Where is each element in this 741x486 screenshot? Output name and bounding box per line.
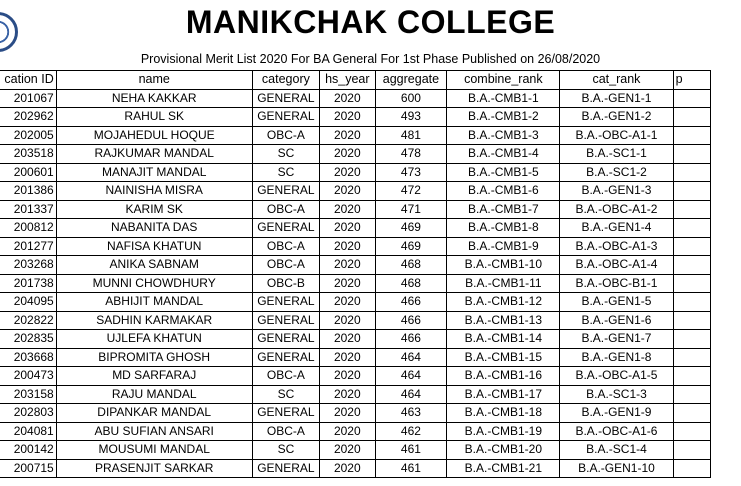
table-cell bbox=[673, 311, 710, 330]
table-cell: 200142 bbox=[0, 441, 56, 460]
table-cell: 2020 bbox=[320, 311, 375, 330]
table-cell: B.A.-OBC-A1-4 bbox=[560, 256, 673, 275]
table-cell bbox=[673, 348, 710, 367]
table-cell bbox=[673, 182, 710, 201]
table-cell: 202822 bbox=[0, 311, 56, 330]
table-row bbox=[0, 200, 711, 219]
table-cell: SC bbox=[252, 145, 319, 164]
table-cell: NAFISA KHATUN bbox=[56, 237, 252, 256]
table-row bbox=[0, 256, 711, 275]
table-cell bbox=[673, 89, 710, 108]
table-cell: 466 bbox=[375, 293, 447, 312]
table-row bbox=[0, 348, 711, 367]
table-cell: RAJKUMAR MANDAL bbox=[56, 145, 252, 164]
column-header: aggregate bbox=[375, 71, 447, 90]
table-cell: 200812 bbox=[0, 219, 56, 238]
table-cell: 203668 bbox=[0, 348, 56, 367]
table-row bbox=[0, 385, 711, 404]
table-cell: 468 bbox=[375, 274, 447, 293]
table-cell: B.A.-GEN1-7 bbox=[560, 330, 673, 349]
table-cell: B.A.-GEN1-2 bbox=[560, 108, 673, 127]
table-cell: B.A.-CMB1-15 bbox=[447, 348, 560, 367]
table-cell: GENERAL bbox=[252, 330, 319, 349]
table-cell: B.A.-CMB1-11 bbox=[447, 274, 560, 293]
table-cell bbox=[673, 459, 710, 478]
table-cell: 466 bbox=[375, 311, 447, 330]
table-cell: B.A.-CMB1-14 bbox=[447, 330, 560, 349]
table-cell: OBC-A bbox=[252, 256, 319, 275]
column-header: name bbox=[56, 71, 252, 90]
table-cell: B.A.-SC1-3 bbox=[560, 385, 673, 404]
table-cell: B.A.-CMB1-21 bbox=[447, 459, 560, 478]
table-cell: GENERAL bbox=[252, 182, 319, 201]
table-cell: 2020 bbox=[320, 89, 375, 108]
table-cell: SC bbox=[252, 385, 319, 404]
merit-list-table bbox=[0, 70, 711, 478]
table-cell: 2020 bbox=[320, 441, 375, 460]
table-cell: SC bbox=[252, 441, 319, 460]
table-cell: 472 bbox=[375, 182, 447, 201]
table-row bbox=[0, 330, 711, 349]
table-cell: 2020 bbox=[320, 126, 375, 145]
table-cell: 2020 bbox=[320, 459, 375, 478]
table-cell bbox=[673, 163, 710, 182]
table-cell: 2020 bbox=[320, 182, 375, 201]
table-row bbox=[0, 441, 711, 460]
table-cell bbox=[673, 126, 710, 145]
table-row bbox=[0, 89, 711, 108]
table-cell: SADHIN KARMAKAR bbox=[56, 311, 252, 330]
table-cell: 203518 bbox=[0, 145, 56, 164]
table-cell: 201386 bbox=[0, 182, 56, 201]
table-cell: 200715 bbox=[0, 459, 56, 478]
table-cell: MOJAHEDUL HOQUE bbox=[56, 126, 252, 145]
table-cell: B.A.-OBC-A1-6 bbox=[560, 422, 673, 441]
table-row bbox=[0, 422, 711, 441]
table-cell: 473 bbox=[375, 163, 447, 182]
table-cell: B.A.-SC1-2 bbox=[560, 163, 673, 182]
table-row bbox=[0, 163, 711, 182]
table-cell: B.A.-CMB1-20 bbox=[447, 441, 560, 460]
table-cell: B.A.-CMB1-19 bbox=[447, 422, 560, 441]
table-cell: B.A.-CMB1-7 bbox=[447, 200, 560, 219]
table-cell: NABANITA DAS bbox=[56, 219, 252, 238]
table-cell: 464 bbox=[375, 348, 447, 367]
page-title: MANIKCHAK COLLEGE bbox=[185, 4, 556, 40]
column-header: category bbox=[252, 71, 319, 90]
table-cell: B.A.-OBC-A1-1 bbox=[560, 126, 673, 145]
table-cell: 2020 bbox=[320, 348, 375, 367]
table-row bbox=[0, 293, 711, 312]
table-cell: OBC-A bbox=[252, 237, 319, 256]
table-cell: B.A.-OBC-A1-5 bbox=[560, 367, 673, 386]
table-cell: B.A.-CMB1-2 bbox=[447, 108, 560, 127]
column-header: hs_year bbox=[320, 71, 375, 90]
table-row bbox=[0, 367, 711, 386]
table-cell bbox=[673, 256, 710, 275]
column-header: cat_rank bbox=[560, 71, 673, 90]
table-cell: 2020 bbox=[320, 404, 375, 423]
column-header: p bbox=[673, 71, 710, 90]
table-cell: 471 bbox=[375, 200, 447, 219]
table-cell bbox=[673, 200, 710, 219]
table-cell: KARIM SK bbox=[56, 200, 252, 219]
table-cell bbox=[673, 145, 710, 164]
table-cell: 2020 bbox=[320, 367, 375, 386]
table-cell: 469 bbox=[375, 219, 447, 238]
table-row bbox=[0, 126, 711, 145]
table-cell: 461 bbox=[375, 441, 447, 460]
table-cell: 203158 bbox=[0, 385, 56, 404]
table-cell: B.A.-CMB1-3 bbox=[447, 126, 560, 145]
table-cell: 600 bbox=[375, 89, 447, 108]
table-cell: B.A.-CMB1-5 bbox=[447, 163, 560, 182]
table-cell: 464 bbox=[375, 385, 447, 404]
table-cell: B.A.-GEN1-9 bbox=[560, 404, 673, 423]
table-cell: OBC-A bbox=[252, 422, 319, 441]
table-cell: 202005 bbox=[0, 126, 56, 145]
table-cell: 204081 bbox=[0, 422, 56, 441]
table-cell: B.A.-CMB1-9 bbox=[447, 237, 560, 256]
table-row bbox=[0, 459, 711, 478]
table-cell: B.A.-GEN1-3 bbox=[560, 182, 673, 201]
table-cell: B.A.-CMB1-6 bbox=[447, 182, 560, 201]
table-cell bbox=[673, 274, 710, 293]
table-cell: MOUSUMI MANDAL bbox=[56, 441, 252, 460]
page-subtitle: Provisional Merit List 2020 For BA General For 1st Phase Published on 26/08/2020 bbox=[140, 52, 601, 66]
table-cell: B.A.-SC1-4 bbox=[560, 441, 673, 460]
table-cell: B.A.-GEN1-4 bbox=[560, 219, 673, 238]
table-cell: 462 bbox=[375, 422, 447, 441]
table-row bbox=[0, 145, 711, 164]
table-cell: 466 bbox=[375, 330, 447, 349]
table-cell: ABHIJIT MANDAL bbox=[56, 293, 252, 312]
table-cell bbox=[673, 293, 710, 312]
table-cell: 478 bbox=[375, 145, 447, 164]
table-cell: 204095 bbox=[0, 293, 56, 312]
table-cell: 2020 bbox=[320, 163, 375, 182]
table-cell: MUNNI CHOWDHURY bbox=[56, 274, 252, 293]
table-cell: ABU SUFIAN ANSARI bbox=[56, 422, 252, 441]
table-cell: B.A.-GEN1-10 bbox=[560, 459, 673, 478]
column-header: combine_rank bbox=[447, 71, 560, 90]
table-cell: 201738 bbox=[0, 274, 56, 293]
table-cell bbox=[673, 385, 710, 404]
table-cell: OBC-B bbox=[252, 274, 319, 293]
table-cell: B.A.-GEN1-6 bbox=[560, 311, 673, 330]
table-cell bbox=[673, 422, 710, 441]
table-cell: PRASENJIT SARKAR bbox=[56, 459, 252, 478]
table-cell bbox=[673, 237, 710, 256]
table-cell: B.A.-CMB1-8 bbox=[447, 219, 560, 238]
table-cell bbox=[673, 404, 710, 423]
table-cell: 493 bbox=[375, 108, 447, 127]
table-cell: 468 bbox=[375, 256, 447, 275]
table-cell: B.A.-OBC-B1-1 bbox=[560, 274, 673, 293]
table-cell: RAJU MANDAL bbox=[56, 385, 252, 404]
table-cell: 200473 bbox=[0, 367, 56, 386]
table-cell: B.A.-CMB1-18 bbox=[447, 404, 560, 423]
table-row bbox=[0, 182, 711, 201]
table-cell: B.A.-OBC-A1-3 bbox=[560, 237, 673, 256]
table-cell: ANIKA SABNAM bbox=[56, 256, 252, 275]
table-cell: B.A.-GEN1-8 bbox=[560, 348, 673, 367]
table-cell: 2020 bbox=[320, 219, 375, 238]
table-cell: 2020 bbox=[320, 200, 375, 219]
table-cell bbox=[673, 441, 710, 460]
table-cell: B.A.-OBC-A1-2 bbox=[560, 200, 673, 219]
table-row bbox=[0, 219, 711, 238]
table-row bbox=[0, 404, 711, 423]
table-cell: 463 bbox=[375, 404, 447, 423]
table-cell: GENERAL bbox=[252, 404, 319, 423]
table-cell: GENERAL bbox=[252, 219, 319, 238]
table-cell: 201067 bbox=[0, 89, 56, 108]
table-row bbox=[0, 274, 711, 293]
table-cell: 201337 bbox=[0, 200, 56, 219]
table-cell: 2020 bbox=[320, 256, 375, 275]
table-cell: NAINISHA MISRA bbox=[56, 182, 252, 201]
table-cell: 469 bbox=[375, 237, 447, 256]
table-cell: MANAJIT MANDAL bbox=[56, 163, 252, 182]
table-cell: GENERAL bbox=[252, 348, 319, 367]
table-cell: GENERAL bbox=[252, 459, 319, 478]
table-cell: GENERAL bbox=[252, 108, 319, 127]
table-row bbox=[0, 237, 711, 256]
table-cell: 202835 bbox=[0, 330, 56, 349]
table-cell: OBC-A bbox=[252, 367, 319, 386]
table-cell: B.A.-GEN1-5 bbox=[560, 293, 673, 312]
table-cell bbox=[673, 108, 710, 127]
table-cell: GENERAL bbox=[252, 89, 319, 108]
table-cell: OBC-A bbox=[252, 200, 319, 219]
column-header: cation ID bbox=[0, 71, 56, 90]
table-cell: 2020 bbox=[320, 237, 375, 256]
table-cell bbox=[673, 219, 710, 238]
table-cell: SC bbox=[252, 163, 319, 182]
table-cell: UJLEFA KHATUN bbox=[56, 330, 252, 349]
table-cell: 201277 bbox=[0, 237, 56, 256]
table-cell: B.A.-CMB1-16 bbox=[447, 367, 560, 386]
table-cell: MD SARFARAJ bbox=[56, 367, 252, 386]
table-cell: 464 bbox=[375, 367, 447, 386]
table-cell bbox=[673, 367, 710, 386]
table-cell: 200601 bbox=[0, 163, 56, 182]
table-cell: B.A.-CMB1-1 bbox=[447, 89, 560, 108]
table-cell: 2020 bbox=[320, 274, 375, 293]
table-row bbox=[0, 108, 711, 127]
table-cell: B.A.-CMB1-13 bbox=[447, 311, 560, 330]
table-cell: 2020 bbox=[320, 422, 375, 441]
table-cell: RAHUL SK bbox=[56, 108, 252, 127]
table-header-row bbox=[0, 71, 711, 90]
table-cell: BIPROMITA GHOSH bbox=[56, 348, 252, 367]
table-cell: 2020 bbox=[320, 108, 375, 127]
table-cell: 2020 bbox=[320, 385, 375, 404]
table-cell: GENERAL bbox=[252, 293, 319, 312]
table-cell: 481 bbox=[375, 126, 447, 145]
table-cell: B.A.-CMB1-12 bbox=[447, 293, 560, 312]
table-cell: 2020 bbox=[320, 145, 375, 164]
table-cell: GENERAL bbox=[252, 311, 319, 330]
table-cell: DIPANKAR MANDAL bbox=[56, 404, 252, 423]
table-cell: 202962 bbox=[0, 108, 56, 127]
table-row bbox=[0, 311, 711, 330]
table-cell: OBC-A bbox=[252, 126, 319, 145]
table-cell: 203268 bbox=[0, 256, 56, 275]
table-cell: B.A.-CMB1-17 bbox=[447, 385, 560, 404]
table-cell: 2020 bbox=[320, 293, 375, 312]
table-cell: 461 bbox=[375, 459, 447, 478]
table-cell: B.A.-CMB1-4 bbox=[447, 145, 560, 164]
table-cell: 202803 bbox=[0, 404, 56, 423]
table-cell: B.A.-SC1-1 bbox=[560, 145, 673, 164]
table-cell: NEHA KAKKAR bbox=[56, 89, 252, 108]
table-cell: B.A.-GEN1-1 bbox=[560, 89, 673, 108]
table-cell: B.A.-CMB1-10 bbox=[447, 256, 560, 275]
table-cell bbox=[673, 330, 710, 349]
table-cell: 2020 bbox=[320, 330, 375, 349]
